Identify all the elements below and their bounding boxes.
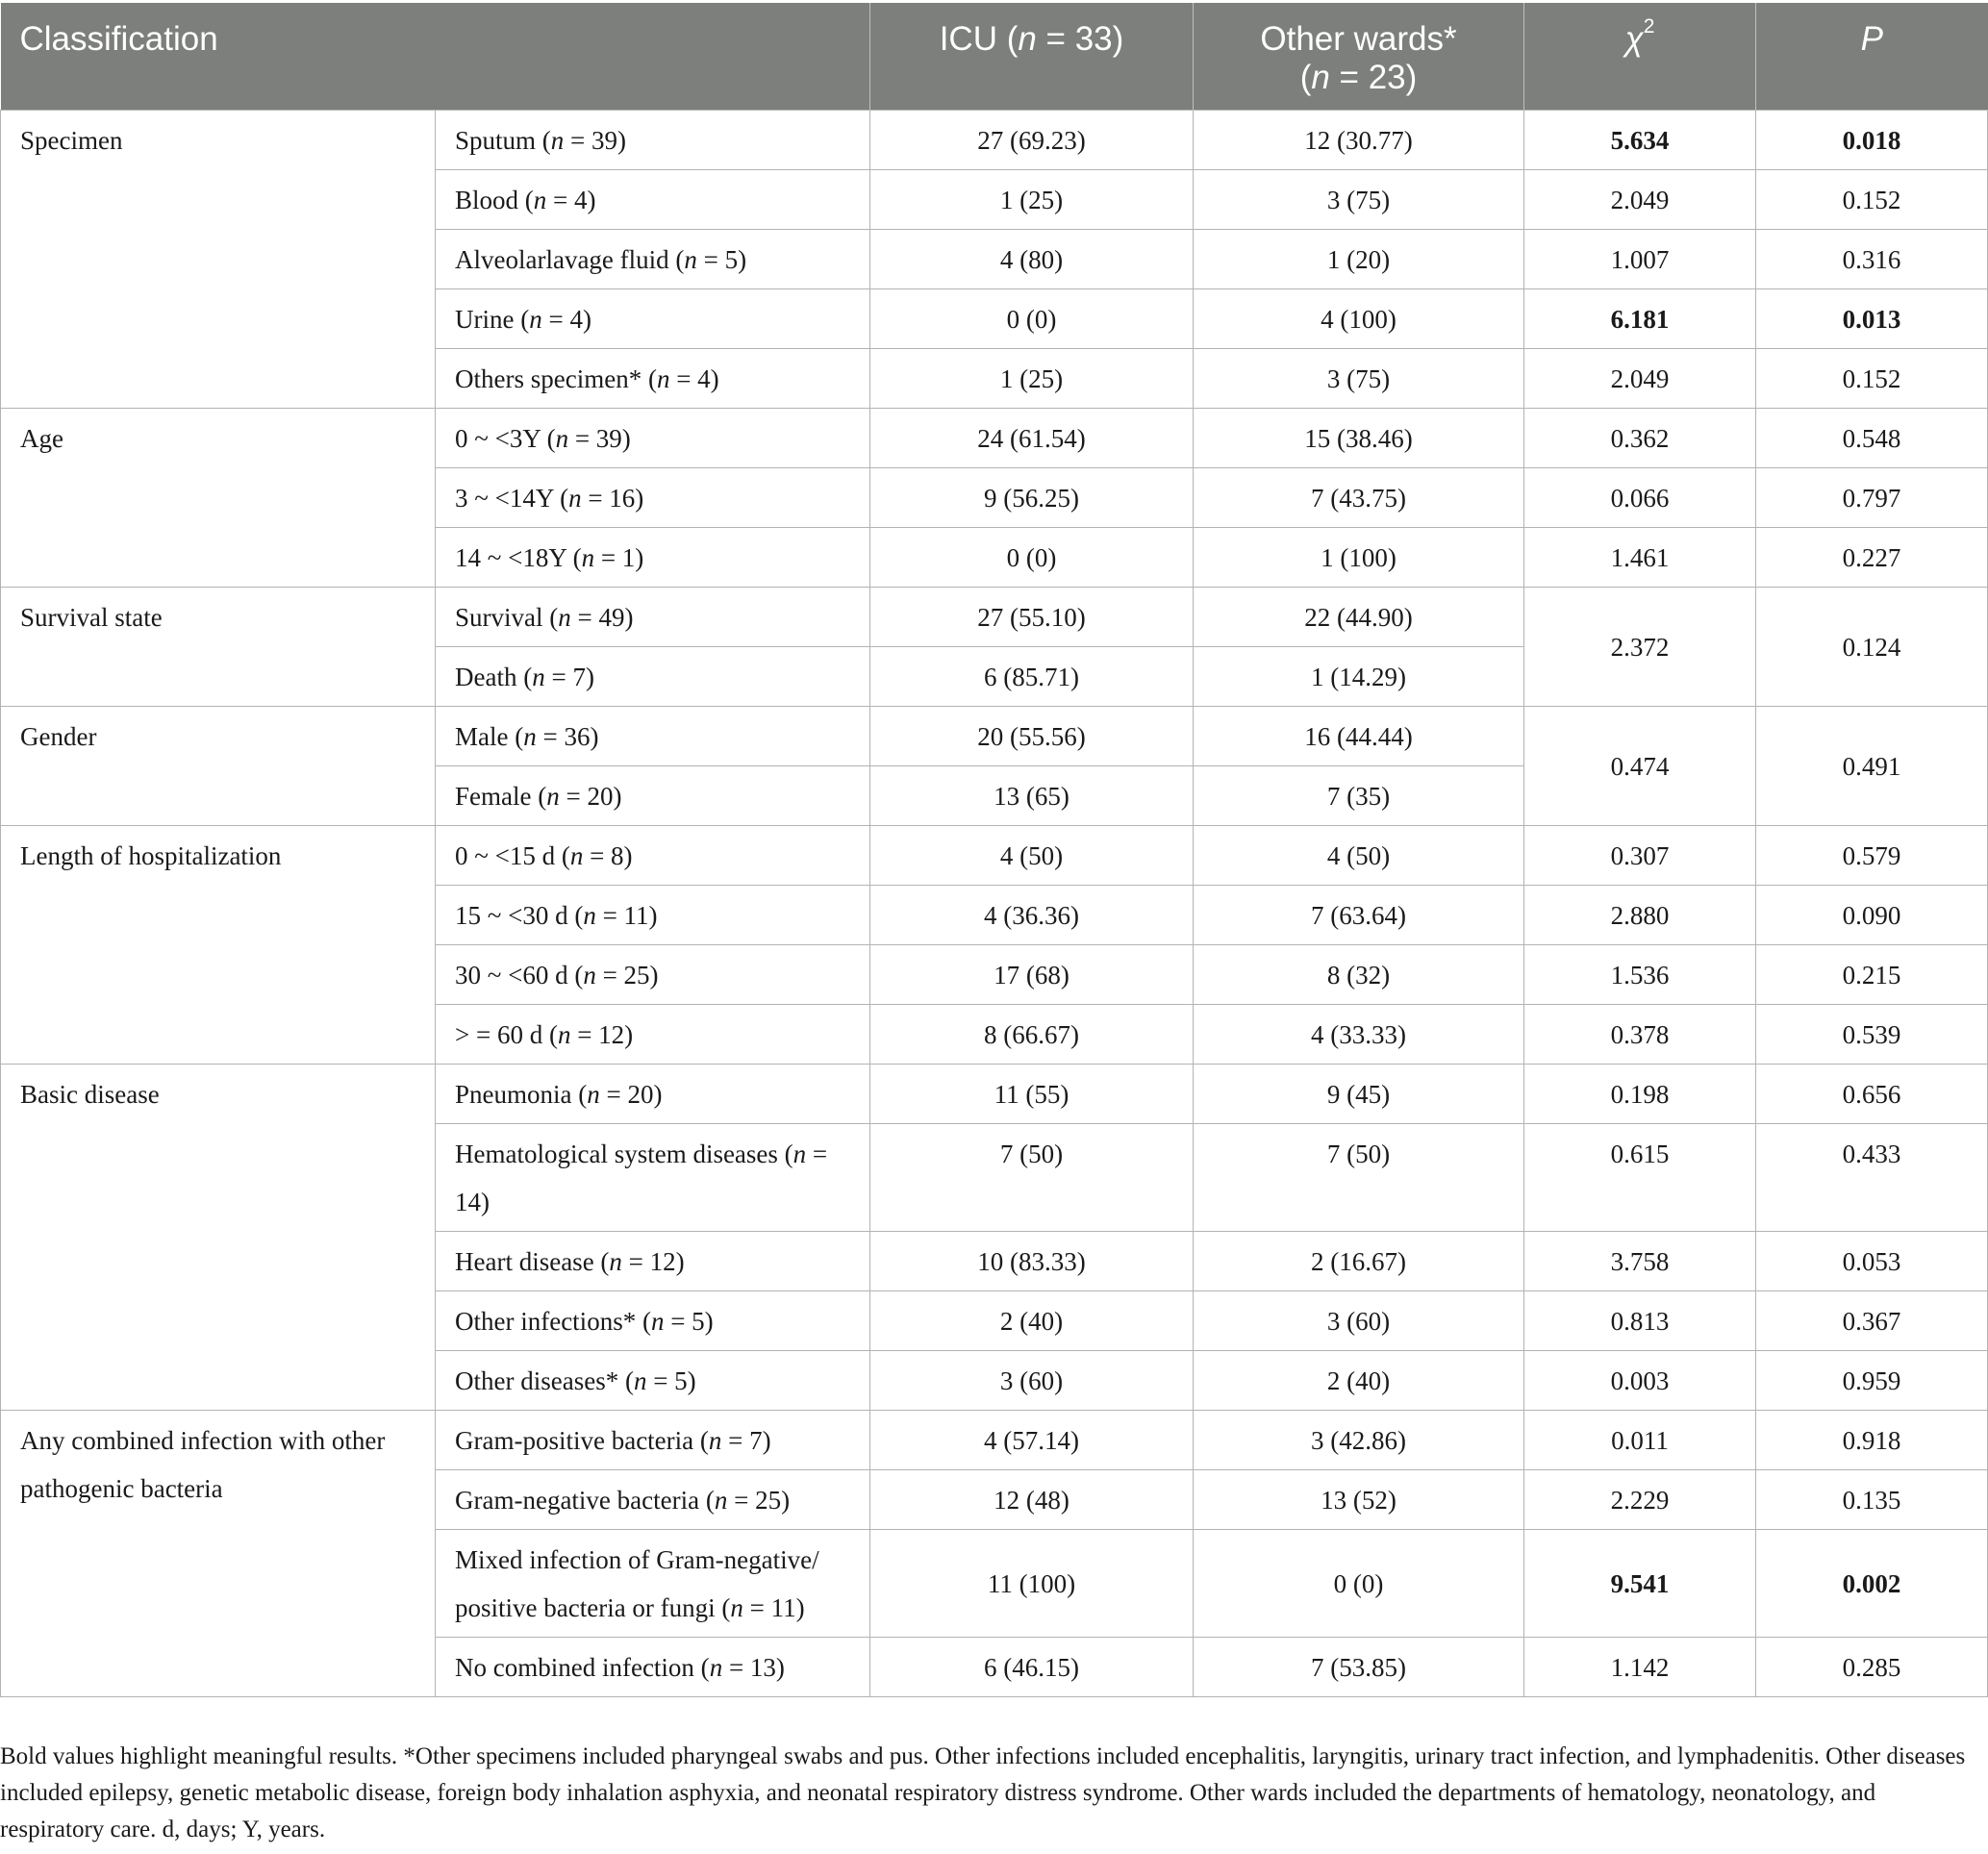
table-row: [1, 825, 1988, 885]
n-symbol: n: [633, 1365, 647, 1395]
icu-cell: 24 (61.54): [870, 408, 1194, 467]
n-value: = 20): [559, 781, 622, 811]
other-wards-cell: 7 (63.64): [1194, 885, 1524, 944]
n-symbol: n: [583, 900, 596, 930]
chi-square-cell: 0.066: [1524, 467, 1756, 527]
subcategory-cell: [436, 1637, 870, 1696]
n-value: = 39): [568, 423, 631, 453]
other-wards-cell: 13 (52): [1194, 1469, 1524, 1529]
n-symbol: n: [568, 483, 582, 513]
chi-square-cell: 0.198: [1524, 1064, 1756, 1123]
icu-cell: 17 (68): [870, 944, 1194, 1004]
subcategory-label: Pneumonia (: [455, 1079, 588, 1109]
chi-square-cell: 1.461: [1524, 527, 1756, 587]
subcategory-cell: [436, 169, 870, 229]
icu-cell: 27 (55.10): [870, 587, 1194, 646]
p-value-cell: 0.002: [1756, 1529, 1988, 1637]
n-value: = 49): [570, 602, 634, 632]
n-symbol: n: [587, 1079, 600, 1109]
n-symbol: n: [609, 1246, 622, 1276]
chi-square-cell: 0.362: [1524, 408, 1756, 467]
subcategory-label: Female (: [455, 781, 547, 811]
other-wards-cell: 1 (100): [1194, 527, 1524, 587]
n-value: = 20): [599, 1079, 663, 1109]
icu-cell: 4 (36.36): [870, 885, 1194, 944]
subcategory-cell: [436, 1410, 870, 1469]
icu-cell: 11 (55): [870, 1064, 1194, 1123]
other-wards-cell: 0 (0): [1194, 1529, 1524, 1637]
subcategory-label: Survival (: [455, 602, 559, 632]
other-wards-cell: 4 (33.33): [1194, 1004, 1524, 1064]
table-row: [1, 408, 1988, 467]
n-value: = 7): [544, 662, 594, 691]
other-wards-cell: 22 (44.90): [1194, 587, 1524, 646]
chi-square-cell: 6.181: [1524, 288, 1756, 348]
subcategory-cell: [436, 825, 870, 885]
subcategory-cell: [436, 1469, 870, 1529]
subcategory-label: Other diseases* (: [455, 1365, 634, 1395]
table-row: [1, 1064, 1988, 1123]
n-symbol: n: [529, 304, 542, 334]
n-value: = 1): [594, 542, 644, 572]
subcategory-cell: [436, 1350, 870, 1410]
subcategory-label: Death (: [455, 662, 533, 691]
p-value-cell: 0.013: [1756, 288, 1988, 348]
subcategory-label: No combined infection (: [455, 1652, 710, 1682]
subcategory-cell: [436, 467, 870, 527]
subcategory-label: > = 60 d (: [455, 1019, 558, 1049]
n-value: = 5): [664, 1306, 714, 1336]
n-value: = 4): [541, 304, 591, 334]
table-row: [1, 110, 1988, 169]
subcategory-label: Others specimen* (: [455, 363, 657, 393]
chi-square-cell: 2.049: [1524, 169, 1756, 229]
n-value: = 12): [621, 1246, 685, 1276]
n-value: = 25): [727, 1485, 791, 1515]
p-value-cell: 0.124: [1756, 587, 1988, 706]
chi-square-cell: 2.880: [1524, 885, 1756, 944]
icu-cell: 6 (85.71): [870, 646, 1194, 706]
chi-square-cell: 0.003: [1524, 1350, 1756, 1410]
p-value-cell: 0.491: [1756, 706, 1988, 825]
icu-cell: 2 (40): [870, 1290, 1194, 1350]
category-cell: Gender: [1, 706, 436, 825]
icu-cell: 1 (25): [870, 348, 1194, 408]
n-value: = 8): [583, 840, 633, 870]
subcategory-cell: [436, 348, 870, 408]
p-value-cell: 0.548: [1756, 408, 1988, 467]
p-value-cell: 0.579: [1756, 825, 1988, 885]
other-wards-cell: 3 (60): [1194, 1290, 1524, 1350]
subcategory-cell: [436, 885, 870, 944]
icu-cell: 20 (55.56): [870, 706, 1194, 765]
table-header: [1, 3, 1988, 110]
other-wards-cell: 2 (40): [1194, 1350, 1524, 1410]
chi-square-cell: 0.307: [1524, 825, 1756, 885]
n-symbol: n: [550, 125, 565, 155]
other-wards-cell: 7 (43.75): [1194, 467, 1524, 527]
icu-cell: 6 (46.15): [870, 1637, 1194, 1696]
n-symbol: n: [555, 423, 569, 453]
p-value-cell: 0.135: [1756, 1469, 1988, 1529]
subcategory-label: Mixed infection of Gram-negative/ positive bacteria or fungi (: [455, 1544, 819, 1622]
n-value: = 11): [742, 1592, 805, 1622]
chi-square-cell: 0.011: [1524, 1410, 1756, 1469]
other-wards-cell: 16 (44.44): [1194, 706, 1524, 765]
category-cell: Any combined infection with other pathogenic bacteria: [1, 1410, 436, 1696]
n-symbol: n: [532, 662, 545, 691]
icu-cell: 4 (57.14): [870, 1410, 1194, 1469]
n-value: = 5): [646, 1365, 696, 1395]
subcategory-cell: [436, 706, 870, 765]
subcategory-label: 3 ~ <14Y (: [455, 483, 569, 513]
other-wards-cell: 9 (45): [1194, 1064, 1524, 1123]
subcategory-cell: [436, 1064, 870, 1123]
icu-cell: 4 (50): [870, 825, 1194, 885]
subcategory-cell: [436, 527, 870, 587]
n-symbol: n: [708, 1425, 722, 1455]
icu-cell: 13 (65): [870, 765, 1194, 825]
icu-cell: 0 (0): [870, 527, 1194, 587]
other-wards-cell: 15 (38.46): [1194, 408, 1524, 467]
other-wards-cell: 8 (32): [1194, 944, 1524, 1004]
category-cell: Age: [1, 408, 436, 587]
chi-square-cell: 2.049: [1524, 348, 1756, 408]
n-symbol: n: [557, 1019, 571, 1049]
subcategory-cell: [436, 1290, 870, 1350]
subcategory-label: Other infections* (: [455, 1306, 651, 1336]
subcategory-label: Sputum (: [455, 125, 551, 155]
p-value-cell: 0.285: [1756, 1637, 1988, 1696]
header-chi-square: $\chi^2$: [1524, 3, 1756, 110]
n-symbol: n: [569, 840, 584, 870]
n-symbol: n: [793, 1139, 807, 1168]
n-value: = 12): [570, 1019, 634, 1049]
n-value: = 14): [455, 1139, 828, 1216]
chi-square-cell: 0.474: [1524, 706, 1756, 825]
chi-square-cell: 2.372: [1524, 587, 1756, 706]
subcategory-label: Hematological system diseases (: [455, 1139, 793, 1168]
other-wards-cell: 2 (16.67): [1194, 1231, 1524, 1290]
subcategory-label: 0 ~ <3Y (: [455, 423, 556, 453]
p-value-cell: 0.797: [1756, 467, 1988, 527]
n-symbol: n: [650, 1306, 665, 1336]
icu-cell: 4 (80): [870, 229, 1194, 288]
p-value-cell: 0.152: [1756, 169, 1988, 229]
table-row: [1, 1410, 1988, 1469]
chi-square-cell: 1.142: [1524, 1637, 1756, 1696]
n-value: = 13): [722, 1652, 785, 1682]
icu-cell: 7 (50): [870, 1123, 1194, 1231]
subcategory-label: Male (: [455, 721, 524, 751]
p-value-cell: 0.316: [1756, 229, 1988, 288]
p-value-cell: 0.090: [1756, 885, 1988, 944]
table-row: [1, 706, 1988, 765]
chi-square-cell: 1.536: [1524, 944, 1756, 1004]
icu-cell: 1 (25): [870, 169, 1194, 229]
subcategory-label: Gram-negative bacteria (: [455, 1485, 715, 1515]
n-value: = 25): [595, 960, 659, 990]
n-symbol: n: [533, 185, 547, 214]
n-symbol: n: [730, 1592, 743, 1622]
n-symbol: n: [656, 363, 670, 393]
other-wards-cell: 7 (50): [1194, 1123, 1524, 1231]
category-cell: Specimen: [1, 110, 436, 408]
n-symbol: n: [583, 960, 596, 990]
chi-square-cell: 5.634: [1524, 110, 1756, 169]
p-value-cell: 0.018: [1756, 110, 1988, 169]
p-value-cell: 0.367: [1756, 1290, 1988, 1350]
n-value: = 36): [536, 721, 599, 751]
n-value: = 4): [669, 363, 719, 393]
results-table: [0, 3, 1988, 1697]
category-cell: Basic disease: [1, 1064, 436, 1410]
n-symbol: n: [684, 244, 697, 274]
chi-square-cell: 3.758: [1524, 1231, 1756, 1290]
subcategory-cell: [436, 646, 870, 706]
p-value-cell: 0.918: [1756, 1410, 1988, 1469]
subcategory-cell: [436, 229, 870, 288]
subcategory-label: Blood (: [455, 185, 534, 214]
table-row: [1, 587, 1988, 646]
subcategory-cell: [436, 1004, 870, 1064]
n-value: = 5): [696, 244, 747, 274]
chi-square-cell: 0.813: [1524, 1290, 1756, 1350]
header-icu: ICU (n = 33): [870, 3, 1194, 110]
chi-square-cell: 2.229: [1524, 1469, 1756, 1529]
subcategory-label: 30 ~ <60 d (: [455, 960, 584, 990]
subcategory-cell: [436, 408, 870, 467]
n-symbol: n: [546, 781, 560, 811]
n-symbol: n: [558, 602, 571, 632]
p-value-cell: 0.227: [1756, 527, 1988, 587]
p-value-cell: 0.215: [1756, 944, 1988, 1004]
chi-square-cell: 1.007: [1524, 229, 1756, 288]
table-footnote: Bold values highlight meaningful results. *Other specimens included pharyngeal swabs and pus. Other infections included encephalitis, laryngitis, urinary tract infection, and lymphadenitis. Other diseases included epilepsy, genetic metabolic disease, foreign body inhalation asphyxia, and neonatal respiratory distress syndrome. Other wards included the departments of hematology, neonatology, and respiratory care. d, days; Y, years.: [0, 1743, 1966, 1842]
other-wards-cell: 7 (35): [1194, 765, 1524, 825]
n-value: = 11): [595, 900, 658, 930]
n-value: = 39): [564, 125, 626, 155]
subcategory-label: 15 ~ <30 d (: [455, 900, 584, 930]
chi-square-cell: 9.541: [1524, 1529, 1756, 1637]
n-symbol: n: [709, 1652, 723, 1682]
icu-cell: 10 (83.33): [870, 1231, 1194, 1290]
p-value-cell: 0.656: [1756, 1064, 1988, 1123]
n-symbol: n: [581, 542, 595, 572]
n-symbol: n: [523, 721, 537, 751]
icu-cell: 8 (66.67): [870, 1004, 1194, 1064]
p-value-cell: 0.053: [1756, 1231, 1988, 1290]
category-cell: Survival state: [1, 587, 436, 706]
table-body: [1, 110, 1988, 1696]
subcategory-cell: [436, 1123, 870, 1231]
subcategory-cell: [436, 944, 870, 1004]
header-other-wards: Other wards* (n = 23): [1194, 3, 1524, 110]
other-wards-cell: 3 (42.86): [1194, 1410, 1524, 1469]
subcategory-label: 14 ~ <18Y (: [455, 542, 582, 572]
icu-cell: 27 (69.23): [870, 110, 1194, 169]
n-value: = 16): [581, 483, 644, 513]
icu-cell: 0 (0): [870, 288, 1194, 348]
n-value: = 4): [546, 185, 596, 214]
p-value-cell: 0.959: [1756, 1350, 1988, 1410]
other-wards-cell: 3 (75): [1194, 169, 1524, 229]
p-value-cell: 0.152: [1756, 348, 1988, 408]
p-value-cell: 0.539: [1756, 1004, 1988, 1064]
other-wards-cell: 4 (50): [1194, 825, 1524, 885]
subcategory-cell: [436, 1231, 870, 1290]
subcategory-label: 0 ~ <15 d (: [455, 840, 570, 870]
icu-cell: 11 (100): [870, 1529, 1194, 1637]
subcategory-label: Gram-positive bacteria (: [455, 1425, 709, 1455]
p-value-cell: 0.433: [1756, 1123, 1988, 1231]
other-wards-cell: 3 (75): [1194, 348, 1524, 408]
subcategory-label: Alveolarlavage fluid (: [455, 244, 685, 274]
icu-cell: 3 (60): [870, 1350, 1194, 1410]
chi-square-cell: 0.378: [1524, 1004, 1756, 1064]
other-wards-cell: 7 (53.85): [1194, 1637, 1524, 1696]
subcategory-cell: [436, 587, 870, 646]
category-cell: Length of hospitalization: [1, 825, 436, 1064]
other-wards-cell: 1 (20): [1194, 229, 1524, 288]
header-p-value: P: [1756, 3, 1988, 110]
other-wards-cell: 12 (30.77): [1194, 110, 1524, 169]
subcategory-label: Heart disease (: [455, 1246, 610, 1276]
n-value: = 7): [721, 1425, 771, 1455]
subcategory-cell: [436, 288, 870, 348]
other-wards-cell: 4 (100): [1194, 288, 1524, 348]
subcategory-cell: [436, 1529, 870, 1637]
header-classification: Classification: [1, 3, 870, 110]
subcategory-cell: [436, 110, 870, 169]
icu-cell: 9 (56.25): [870, 467, 1194, 527]
subcategory-label: Urine (: [455, 304, 530, 334]
other-wards-cell: 1 (14.29): [1194, 646, 1524, 706]
n-symbol: n: [714, 1485, 728, 1515]
subcategory-cell: [436, 765, 870, 825]
chi-square-cell: 0.615: [1524, 1123, 1756, 1231]
icu-cell: 12 (48): [870, 1469, 1194, 1529]
